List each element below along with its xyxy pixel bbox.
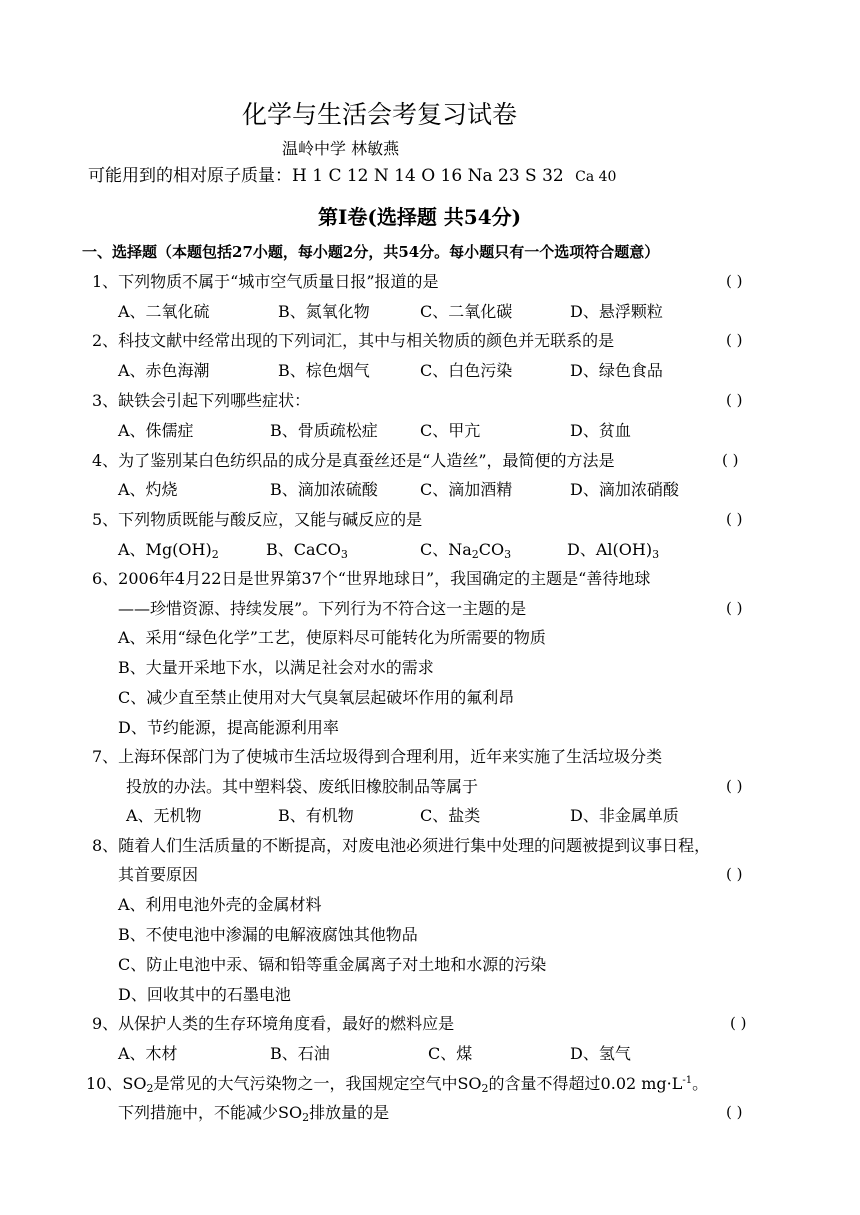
q6-option-c: C、减少直至禁止使用对大气臭氧层起破坏作用的氟利昂: [118, 688, 515, 707]
q2-option-c: C、白色污染: [420, 361, 513, 380]
q5-a-text: A、Mg(OH): [118, 540, 212, 559]
q10-text-a: 10、SO: [86, 1074, 147, 1093]
q5-option-a: [118, 540, 219, 560]
q8-stem-line2: 其首要原因: [118, 865, 199, 884]
q9-option-d: D、氢气: [570, 1044, 631, 1063]
q9-option-c: C、煤: [428, 1044, 473, 1063]
q1-option-c: C、二氧化碳: [420, 302, 513, 321]
q5-answer-bracket: ( ): [726, 510, 743, 528]
q1-option-a: A、二氧化硫: [118, 302, 210, 321]
q6-option-b: B、大量开采地下水，以满足社会对水的需求: [118, 658, 434, 677]
author-line: 温岭中学 林敏燕: [282, 139, 400, 158]
q10-answer-bracket: ( ): [726, 1103, 743, 1121]
q10-text-e: 下列措施中，不能减少SO: [118, 1103, 303, 1122]
q7-option-c: C、盐类: [420, 806, 481, 825]
atomic-masses-main: 可能用到的相对原子质量：H 1 C 12 N 14 O 16 Na 23 S 32: [88, 166, 564, 186]
q3-option-b: B、骨质疏松症: [270, 421, 378, 440]
q4-stem: 4、为了鉴别某白色纺织品的成分是真蚕丝还是“人造丝”，最简便的方法是: [92, 451, 615, 470]
q2-option-b: B、棕色烟气: [278, 361, 370, 380]
q4-option-b: B、滴加浓硫酸: [270, 480, 378, 499]
part-title: 第Ⅰ卷(选择题 共54分): [318, 205, 522, 229]
q5-option-d: [567, 540, 659, 560]
q10-text-f: 排放量的是: [309, 1103, 390, 1122]
q2-answer-bracket: ( ): [726, 331, 743, 349]
q9-option-a: A、木材: [118, 1044, 178, 1063]
q6-option-a: A、采用“绿色化学”工艺，使原料尽可能转化为所需要的物质: [118, 628, 546, 647]
atomic-masses-ca: Ca 40: [575, 169, 617, 185]
q10-sub-e: 2: [302, 1111, 310, 1124]
section-intro: 一、选择题（本题包括27小题，每小题2分，共54分。每小题只有一个选项符合题意）: [82, 243, 660, 261]
q10-text-b: 是常见的大气污染物之一，我国规定空气中SO: [153, 1074, 482, 1093]
q3-option-c: C、甲亢: [420, 421, 481, 440]
q10-text-d: 。: [692, 1074, 709, 1093]
q1-answer-bracket: ( ): [726, 272, 743, 290]
q1-stem: 1、下列物质不属于“城市空气质量日报”报道的是: [92, 272, 439, 291]
q10-sup-c: -1: [682, 1075, 693, 1086]
q5-d-sub: 3: [652, 548, 660, 561]
q6-stem-line1: 6、2006年4月22日是世界第37个“世界地球日”，我国确定的主题是“善待地球: [92, 569, 651, 588]
q10-stem-line2: [118, 1103, 389, 1123]
q5-b-sub: 3: [340, 548, 348, 561]
q7-option-d: D、非金属单质: [570, 806, 679, 825]
q5-c-sub1: 2: [471, 548, 479, 561]
q1-option-b: B、氮氧化物: [278, 302, 370, 321]
q5-c-text2: CO: [478, 540, 505, 559]
q7-option-b: B、有机物: [278, 806, 354, 825]
q7-stem-line1: 7、上海环保部门为了使城市生活垃圾得到合理利用，近年来实施了生活垃圾分类: [92, 747, 663, 766]
q4-option-d: D、滴加浓硝酸: [570, 480, 679, 499]
q10-text-c: 的含量不得超过0.02 mg·L: [488, 1074, 683, 1093]
q5-d-text: D、Al(OH): [567, 540, 653, 559]
q6-option-d: D、节约能源，提高能源利用率: [118, 718, 339, 737]
q4-answer-bracket: ( ): [722, 451, 739, 469]
q8-option-a: A、利用电池外壳的金属材料: [118, 895, 322, 914]
q6-answer-bracket: ( ): [726, 599, 743, 617]
q5-option-c: [420, 540, 511, 560]
q9-answer-bracket: ( ): [730, 1014, 747, 1032]
q5-stem: 5、下列物质既能与酸反应，又能与碱反应的是: [92, 510, 423, 529]
q5-a-sub: 2: [211, 548, 219, 561]
q9-stem: 9、从保护人类的生存环境角度看，最好的燃料应是: [92, 1014, 455, 1033]
q3-option-d: D、贫血: [570, 421, 631, 440]
q7-answer-bracket: ( ): [726, 777, 743, 795]
q5-option-b: [266, 540, 348, 560]
q8-option-d: D、回收其中的石墨电池: [118, 985, 291, 1004]
q10-sub-a: 2: [146, 1082, 154, 1095]
q2-option-d: D、绿色食品: [570, 361, 663, 380]
q8-stem-line1: 8、随着人们生活质量的不断提高，对废电池必须进行集中处理的问题被提到议事日程，: [92, 836, 711, 855]
atomic-masses: [88, 166, 616, 187]
q5-c-text: C、Na: [420, 540, 472, 559]
q3-stem: 3、缺铁会引起下列哪些症状：: [92, 391, 311, 410]
q10-stem-line1: [86, 1074, 708, 1094]
exam-title: 化学与生活会考复习试卷: [242, 100, 518, 129]
q7-option-a: A、无机物: [126, 806, 202, 825]
q9-option-b: B、石油: [270, 1044, 330, 1063]
q5-c-sub2: 3: [504, 548, 512, 561]
q4-option-c: C、滴加酒精: [420, 480, 513, 499]
q8-answer-bracket: ( ): [726, 865, 743, 883]
q8-option-b: B、不使电池中渗漏的电解液腐蚀其他物品: [118, 925, 418, 944]
q7-stem-line2: 投放的办法。其中塑料袋、废纸旧橡胶制品等属于: [126, 777, 479, 796]
q4-option-a: A、灼烧: [118, 480, 178, 499]
q8-option-c: C、防止电池中汞、镉和铅等重金属离子对土地和水源的污染: [118, 955, 547, 974]
q3-answer-bracket: ( ): [726, 391, 743, 409]
q2-stem: 2、科技文献中经常出现的下列词汇，其中与相关物质的颜色并无联系的是: [92, 331, 615, 350]
q3-option-a: A、侏儒症: [118, 421, 194, 440]
q5-b-text: B、CaCO: [266, 540, 341, 559]
q2-option-a: A、赤色海潮: [118, 361, 210, 380]
q10-sub-b: 2: [481, 1082, 489, 1095]
q1-option-d: D、悬浮颗粒: [570, 302, 663, 321]
q6-stem-line2: ——珍惜资源、持续发展”。下列行为不符合这一主题的是: [118, 599, 527, 618]
